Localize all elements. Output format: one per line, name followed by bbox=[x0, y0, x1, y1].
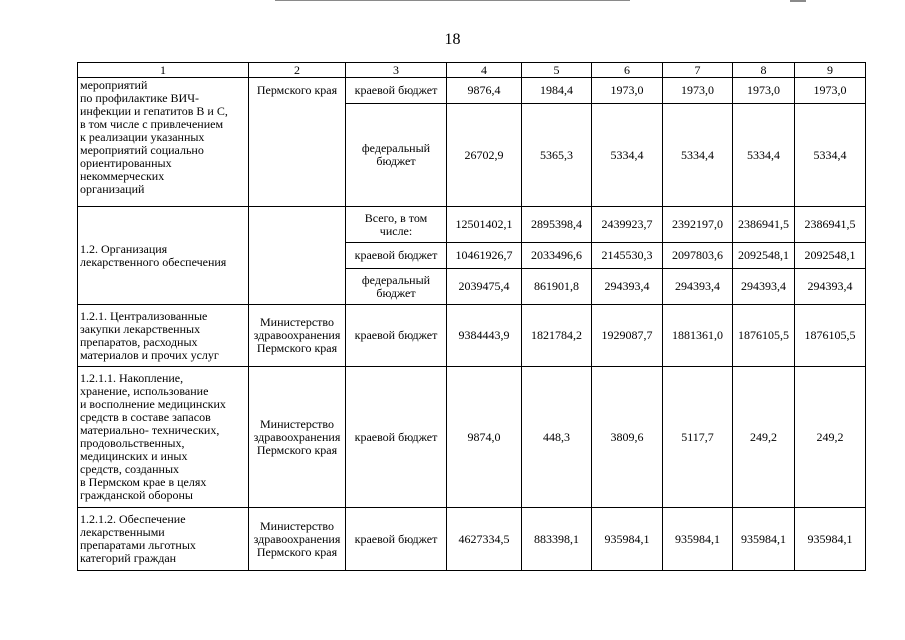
value-cell: 1876105,5 bbox=[733, 305, 795, 367]
header-cell: 3 bbox=[346, 63, 447, 78]
value-cell: 5334,4 bbox=[733, 104, 795, 207]
value-cell: 5334,4 bbox=[592, 104, 663, 207]
executor-name: Министерство здравоохранения Пермского края bbox=[249, 305, 346, 367]
executor-name: Министерство здравоохранения Пермского края bbox=[249, 508, 346, 571]
measure-name: 1.2. Организация лекарственного обеспечения bbox=[78, 207, 249, 305]
header-cell: 5 bbox=[522, 63, 592, 78]
value-cell: 10461926,7 bbox=[447, 243, 522, 269]
value-cell: 2439923,7 bbox=[592, 207, 663, 243]
table-row bbox=[78, 305, 866, 367]
value-cell: 2392197,0 bbox=[663, 207, 733, 243]
value-cell: 1881361,0 bbox=[663, 305, 733, 367]
value-cell: 12501402,1 bbox=[447, 207, 522, 243]
funding-source: краевой бюджет bbox=[346, 508, 447, 571]
value-cell: 883398,1 bbox=[522, 508, 592, 571]
value-cell: 1973,0 bbox=[795, 78, 866, 104]
value-cell: 9876,4 bbox=[447, 78, 522, 104]
measure-name: 1.2.1.1. Накопление, хранение, использование и восполнение медицинских средств в составе запасов материально- технических, продовольственных, медицинских и иных средств, созданных в Пермском крае в целях гражданской обороны bbox=[78, 367, 249, 508]
value-cell: 2386941,5 bbox=[733, 207, 795, 243]
executor-name bbox=[249, 207, 346, 305]
header-cell: 2 bbox=[249, 63, 346, 78]
header-cell: 7 bbox=[663, 63, 733, 78]
value-cell: 294393,4 bbox=[663, 269, 733, 305]
value-cell: 2145530,3 bbox=[592, 243, 663, 269]
funding-source: федеральный бюджет bbox=[346, 269, 447, 305]
budget-table bbox=[77, 62, 866, 571]
value-cell: 5117,7 bbox=[663, 367, 733, 508]
value-cell: 249,2 bbox=[733, 367, 795, 508]
value-cell: 1973,0 bbox=[733, 78, 795, 104]
funding-source: краевой бюджет bbox=[346, 78, 447, 104]
value-cell: 2092548,1 bbox=[733, 243, 795, 269]
executor-name: Министерство здравоохранения Пермского края bbox=[249, 367, 346, 508]
value-cell: 1876105,5 bbox=[795, 305, 866, 367]
value-cell: 935984,1 bbox=[663, 508, 733, 571]
value-cell: 294393,4 bbox=[795, 269, 866, 305]
value-cell: 1984,4 bbox=[522, 78, 592, 104]
top-rule bbox=[275, 0, 630, 1]
value-cell: 4627334,5 bbox=[447, 508, 522, 571]
value-cell: 5365,3 bbox=[522, 104, 592, 207]
value-cell: 249,2 bbox=[795, 367, 866, 508]
measure-name: 1.2.1. Централизованные закупки лекарственных препаратов, расходных материалов и прочих услуг bbox=[78, 305, 249, 367]
value-cell: 9874,0 bbox=[447, 367, 522, 508]
funding-source: краевой бюджет bbox=[346, 305, 447, 367]
value-cell: 2092548,1 bbox=[795, 243, 866, 269]
value-cell: 2033496,6 bbox=[522, 243, 592, 269]
value-cell: 448,3 bbox=[522, 367, 592, 508]
value-cell: 2386941,5 bbox=[795, 207, 866, 243]
table-row bbox=[78, 367, 866, 508]
value-cell: 1821784,2 bbox=[522, 305, 592, 367]
value-cell: 9384443,9 bbox=[447, 305, 522, 367]
value-cell: 294393,4 bbox=[592, 269, 663, 305]
table-row bbox=[78, 508, 866, 571]
header-cell: 6 bbox=[592, 63, 663, 78]
value-cell: 935984,1 bbox=[733, 508, 795, 571]
value-cell: 2039475,4 bbox=[447, 269, 522, 305]
funding-source: краевой бюджет bbox=[346, 243, 447, 269]
value-cell: 26702,9 bbox=[447, 104, 522, 207]
header-cell: 4 bbox=[447, 63, 522, 78]
value-cell: 1929087,7 bbox=[592, 305, 663, 367]
header-row bbox=[78, 63, 866, 78]
value-cell: 935984,1 bbox=[592, 508, 663, 571]
page-number: 18 bbox=[444, 31, 461, 48]
funding-source: Всего, в том числе: bbox=[346, 207, 447, 243]
value-cell: 1973,0 bbox=[663, 78, 733, 104]
funding-source: федеральный бюджет bbox=[346, 104, 447, 207]
table-row bbox=[78, 78, 866, 104]
value-cell: 5334,4 bbox=[663, 104, 733, 207]
funding-source: краевой бюджет bbox=[346, 367, 447, 508]
measure-name: мероприятий по профилактике ВИЧ- инфекции и гепатитов В и С, в том числе с привлечением к реализации указанных мероприятий социально ориентированных некоммерческих организаций bbox=[78, 78, 249, 207]
value-cell: 2895398,4 bbox=[522, 207, 592, 243]
value-cell: 2097803,6 bbox=[663, 243, 733, 269]
value-cell: 861901,8 bbox=[522, 269, 592, 305]
value-cell: 5334,4 bbox=[795, 104, 866, 207]
executor-name: Пермского края bbox=[249, 78, 346, 207]
value-cell: 935984,1 bbox=[795, 508, 866, 571]
header-cell: 8 bbox=[733, 63, 795, 78]
table-row bbox=[78, 207, 866, 243]
value-cell: 1973,0 bbox=[592, 78, 663, 104]
top-mark bbox=[790, 0, 806, 2]
value-cell: 294393,4 bbox=[733, 269, 795, 305]
header-cell: 1 bbox=[78, 63, 249, 78]
header-cell: 9 bbox=[795, 63, 866, 78]
value-cell: 3809,6 bbox=[592, 367, 663, 508]
measure-name: 1.2.1.2. Обеспечение лекарственными препаратами льготных категорий граждан bbox=[78, 508, 249, 571]
